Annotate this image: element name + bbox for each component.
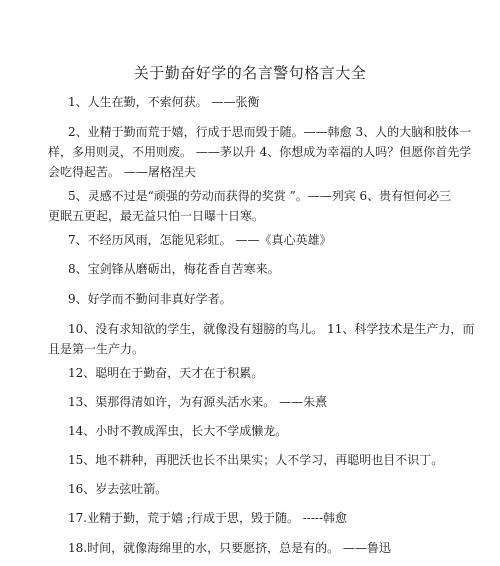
quote-item: 18.时间，就像海绵里的水，只要愿挤，总是有的。 ——鲁迅	[68, 541, 391, 555]
quote-item: 15、地不耕种，再肥沃也长不出果实；人不学习，再聪明也目不识丁。	[68, 453, 444, 467]
quote-line: 样，多用则灵，不用则废。 ——茅以升 4、你想成为幸福的人吗？但愿你首先学	[48, 145, 472, 159]
quote-item: 7、不经历风雨，怎能见彩虹。 ——《真心英雄》	[68, 233, 332, 247]
quote-item: 17.业精于勤，荒于嬉 ;行成于思，毁于随。 -----韩愈	[68, 511, 348, 525]
quote-item	[48, 319, 475, 359]
quote-item: 13、渠那得清如许，为有源头活水来。 ——朱熹	[68, 395, 328, 409]
quote-item: 16、岁去弦吐箭。	[68, 482, 168, 496]
quote-item: 9、好学而不勤问非真好学者。	[68, 292, 232, 306]
quote-item: 14、小时不教成浑虫，长大不学成懒龙。	[68, 424, 288, 438]
quote-item: 1、人生在勤，不索何获。 ——张衡	[68, 95, 260, 109]
quote-line: 2、业精于勤而荒于嬉，行成于思而毁于随。——韩愈 3、人的大脑和肢体一	[68, 125, 472, 139]
quote-line: 5、灵感不过是“顽强的劳动而获得的奖赏 ”。——列宾 6、贵有恒何必三	[68, 189, 452, 203]
quote-line: 会吃得起苦。 ——屠格涅夫	[48, 165, 196, 179]
quote-line: 10、没有求知欲的学生，就像没有翅膀的鸟儿。 11、科学技术是生产力，而	[68, 322, 475, 336]
quote-item: 12、聪明在于勤奋，天才在于积累。	[68, 366, 264, 380]
quote-line: 更眠五更起，最无益只怕一日曝十日寒。	[48, 209, 265, 223]
quote-item	[48, 122, 472, 182]
document-title: 关于勤奋好学的名言警句格言大全	[133, 64, 367, 82]
quote-item	[48, 186, 458, 226]
quote-item: 8、宝剑锋从磨砺出，梅花香自苦寒来。	[68, 262, 280, 276]
quote-line: 且是第一生产力。	[48, 342, 145, 356]
